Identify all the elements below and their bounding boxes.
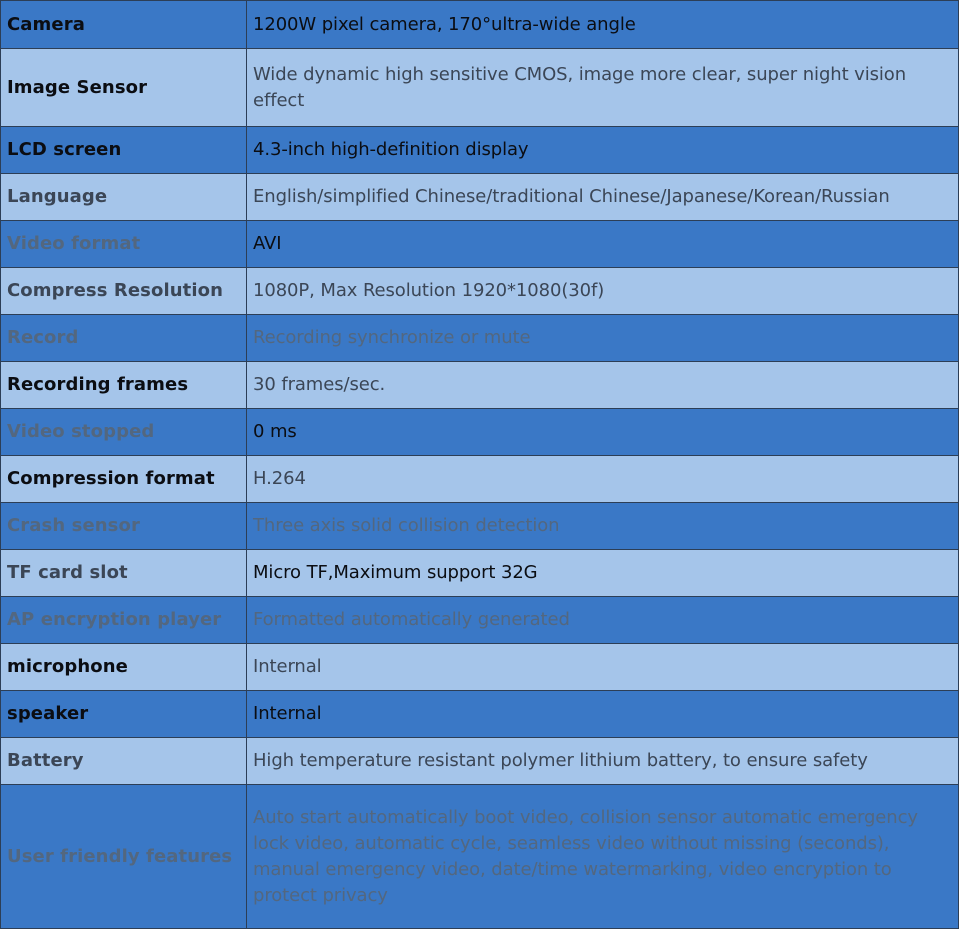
spec-row-ap-encryption-player [1,597,959,644]
spec-value: Micro TF,Maximum support 32G [247,550,959,597]
spec-label: Video stopped [1,409,247,456]
spec-value: Internal [247,691,959,738]
spec-label: speaker [1,691,247,738]
spec-value: H.264 [247,456,959,503]
spec-row-compress-resolution [1,268,959,315]
spec-value: AVI [247,221,959,268]
spec-value: English/simplified Chinese/traditional Chinese/Japanese/Korean/Russian [247,174,959,221]
spec-value: 1200W pixel camera, 170°ultra-wide angle [247,1,959,49]
spec-label: Battery [1,738,247,785]
spec-value: 4.3-inch high-definition display [247,127,959,174]
spec-label: Compress Resolution [1,268,247,315]
spec-row-video-format [1,221,959,268]
spec-row-battery [1,738,959,785]
spec-row-lcd-screen [1,127,959,174]
spec-value: 0 ms [247,409,959,456]
spec-label: Recording frames [1,362,247,409]
spec-label: AP encryption player [1,597,247,644]
spec-value: 30 frames/sec. [247,362,959,409]
spec-value: Wide dynamic high sensitive CMOS, image more clear, super night vision effect [247,49,959,127]
spec-label: Compression format [1,456,247,503]
spec-row-camera [1,1,959,49]
spec-value: Three axis solid collision detection [247,503,959,550]
spec-label: Record [1,315,247,362]
spec-row-user-friendly-features [1,785,959,929]
spec-label: microphone [1,644,247,691]
spec-row-video-stopped [1,409,959,456]
spec-row-microphone [1,644,959,691]
spec-row-tf-card-slot [1,550,959,597]
spec-row-language [1,174,959,221]
spec-label: Video format [1,221,247,268]
spec-label: Image Sensor [1,49,247,127]
spec-label: LCD screen [1,127,247,174]
spec-row-speaker [1,691,959,738]
spec-value: 1080P, Max Resolution 1920*1080(30f) [247,268,959,315]
spec-row-compression-format [1,456,959,503]
spec-label: Language [1,174,247,221]
spec-label: Crash sensor [1,503,247,550]
spec-value: Internal [247,644,959,691]
spec-row-record [1,315,959,362]
spec-value: Recording synchronize or mute [247,315,959,362]
spec-row-image-sensor [1,49,959,127]
spec-label: TF card slot [1,550,247,597]
spec-value: Formatted automatically generated [247,597,959,644]
spec-value: High temperature resistant polymer lithium battery, to ensure safety [247,738,959,785]
spec-value: Auto start automatically boot video, collision sensor automatic emergency lock video, automatic cycle, seamless video without missing (seconds), manual emergency video, date/time watermarking, video encryption to protect privacy [247,785,959,929]
spec-row-recording-frames [1,362,959,409]
spec-label: Camera [1,1,247,49]
spec-row-crash-sensor [1,503,959,550]
spec-label: User friendly features [1,785,247,929]
